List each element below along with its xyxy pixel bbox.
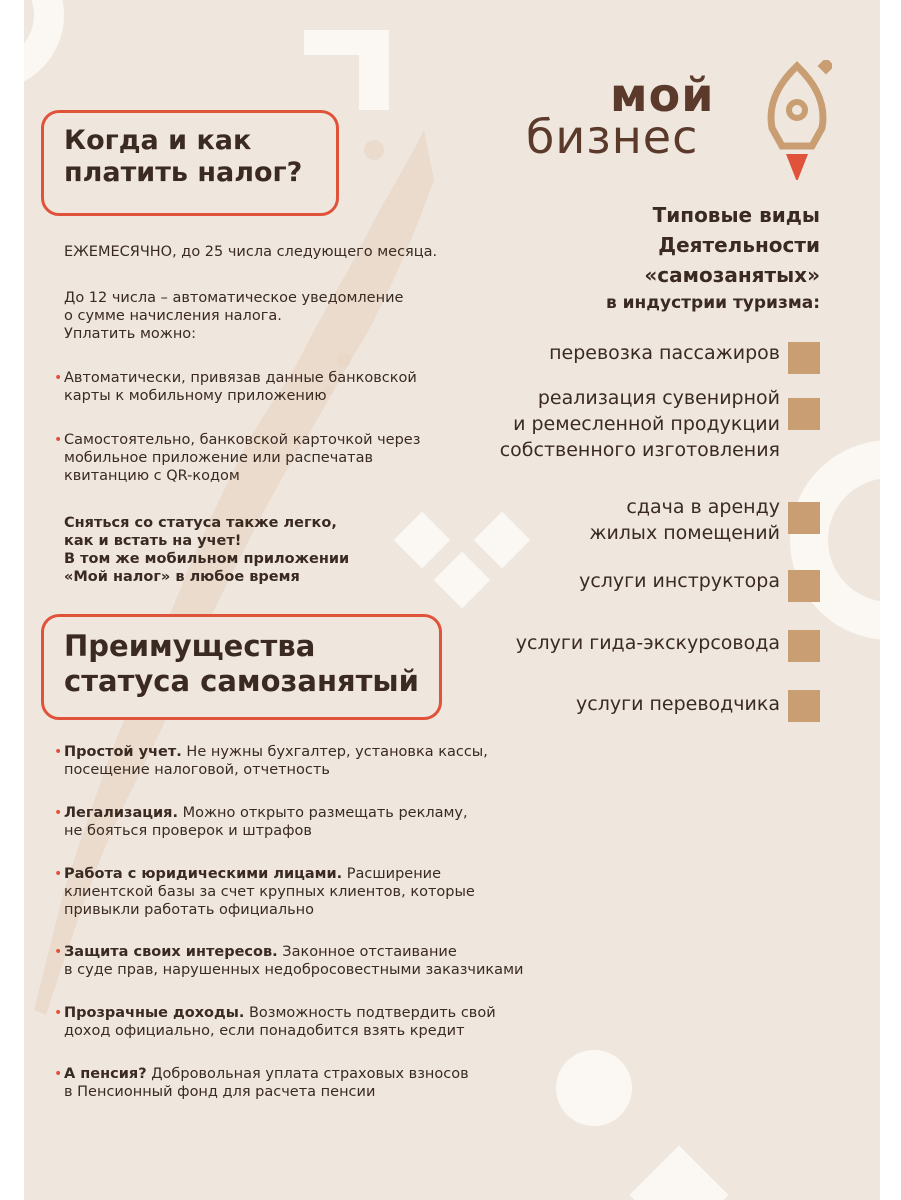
benefit-4-rest: Законное отстаивание <box>277 944 457 960</box>
benefit-1-line-2: посещение налоговой, отчетность <box>64 762 330 778</box>
tax-removal-text <box>64 514 349 586</box>
activity-item-2 <box>500 385 780 463</box>
rocket-icon <box>762 60 832 180</box>
benefit-item-1 <box>54 743 488 779</box>
bullet-marker: • <box>54 1066 63 1082</box>
activity-3-line-1: сдача в аренду <box>626 496 780 518</box>
tax-removal-line-1: Сняться со статуса также легко, <box>64 515 337 531</box>
activity-square-5 <box>788 630 820 662</box>
decor-circle-bottom <box>556 1050 632 1126</box>
tax-removal-line-3: В том же мобильном приложении <box>64 551 350 567</box>
bullet-marker: • <box>54 805 63 821</box>
benefit-6-line-2: в Пенсионный фонд для расчета пенсии <box>64 1084 376 1100</box>
tax-bullet-1-line-2: карты к мобильному приложению <box>64 388 327 404</box>
benefit-1-bold: Простой учет. <box>64 744 182 760</box>
bullet-marker: • <box>54 1005 63 1021</box>
tax-bullet-2-line-3: квитанцию с QR-кодом <box>64 468 240 484</box>
activity-6-line-1: услуги переводчика <box>576 693 780 715</box>
benefit-5-bold: Прозрачные доходы. <box>64 1005 245 1021</box>
activity-2-line-2: и ремесленной продукции <box>513 413 780 435</box>
activities-heading-line-1: Типовые виды <box>652 203 820 227</box>
tax-removal-line-2: как и встать на учет! <box>64 533 242 549</box>
activity-square-3 <box>788 502 820 534</box>
bullet-marker: • <box>54 866 63 882</box>
tax-title-line-2: платить налог? <box>64 157 303 189</box>
benefit-3-line-2: клиентской базы за счет крупных клиентов, которые <box>64 884 475 900</box>
benefits-title-line-2: статуса самозанятый <box>64 663 419 698</box>
logo-word-2: бизнес <box>526 110 699 164</box>
activity-square-1 <box>788 342 820 374</box>
activity-2-line-1: реализация сувенирной <box>537 387 780 409</box>
activity-1-line-1: перевозка пассажиров <box>549 342 780 364</box>
activity-square-6 <box>788 690 820 722</box>
activity-item-1 <box>549 340 780 366</box>
benefit-2-bold: Легализация. <box>64 805 178 821</box>
decor-triangle-bottom <box>630 1146 729 1200</box>
benefit-item-4 <box>54 943 524 979</box>
activity-item-6 <box>576 691 780 717</box>
decor-diamond-3 <box>474 512 531 569</box>
decor-ring-right <box>790 440 880 640</box>
benefit-3-bold: Работа с юридическими лицами. <box>64 866 343 882</box>
bullet-marker: • <box>54 744 63 760</box>
benefit-3-line-3: привыкли работать официально <box>64 902 315 918</box>
moy-biznes-logo <box>524 60 844 190</box>
tax-bullet-2-line-1: Самостоятельно, банковской карточкой через <box>64 432 421 448</box>
benefit-4-bold: Защита своих интересов. <box>64 944 278 960</box>
activity-square-4 <box>788 570 820 602</box>
benefit-6-bold: А пенсия? <box>64 1066 147 1082</box>
benefit-1-rest: Не нужны бухгалтер, установка кассы, <box>181 744 488 760</box>
activity-item-4 <box>579 568 780 594</box>
tax-removal-line-4: «Мой налог» в любое время <box>64 569 300 585</box>
benefit-3-rest: Расширение <box>342 866 442 882</box>
bullet-marker: • <box>54 370 63 386</box>
activities-heading-line-3: «самозанятых» <box>644 263 820 287</box>
tax-bullet-2 <box>54 431 421 485</box>
benefit-item-5 <box>54 1004 496 1040</box>
decor-ring-top-left <box>24 0 64 90</box>
tax-notice-text <box>64 289 403 343</box>
benefit-6-rest: Добровольная уплата страховых взносов <box>146 1066 469 1082</box>
tax-bullet-1-line-1: Автоматически, привязав данные банковской <box>64 370 417 386</box>
benefit-5-rest: Возможность подтвердить свой <box>244 1005 496 1021</box>
activity-4-line-1: услуги инструктора <box>579 570 780 592</box>
activity-2-line-3: собственного изготовления <box>499 439 780 461</box>
bullet-marker: • <box>54 432 63 448</box>
activity-item-5 <box>516 630 780 656</box>
benefit-item-6 <box>54 1065 469 1101</box>
tax-section-title <box>41 110 339 216</box>
activities-heading-line-4: в индустрии туризма: <box>605 293 820 313</box>
activities-heading-line-2: Деятельности <box>658 233 820 257</box>
benefit-2-line-2: не бояться проверок и штрафов <box>64 823 312 839</box>
tax-monthly-line: ЕЖЕМЕСЯЧНО, до 25 числа следующего месяца. <box>64 244 438 260</box>
benefits-section-title <box>41 614 442 720</box>
flyer-page <box>24 0 880 1200</box>
tax-bullet-1 <box>54 369 417 405</box>
activity-item-3 <box>589 494 780 546</box>
benefit-2-rest: Можно открыто размещать рекламу, <box>177 805 468 821</box>
activities-heading <box>606 200 820 316</box>
benefits-title-line-1: Преимущества <box>64 629 316 663</box>
tax-monthly-text <box>64 243 437 261</box>
bullet-marker: • <box>54 944 63 960</box>
activity-5-line-1: услуги гида-экскурсовода <box>515 632 780 654</box>
decor-corner-top-notch <box>304 55 359 110</box>
logo-word-1: мой <box>610 68 715 122</box>
activity-3-line-2: жилых помещений <box>589 522 780 544</box>
tax-title-line-1: Когда и как <box>64 125 252 156</box>
tax-notice-line-1: До 12 числа – автоматическое уведомление <box>64 290 404 306</box>
tax-bullet-2-line-2: мобильное приложение или распечатав <box>64 450 374 466</box>
benefit-item-3 <box>54 865 475 919</box>
activity-square-2 <box>788 398 820 430</box>
benefit-4-line-2: в суде прав, нарушенных недобросовестными заказчиками <box>64 962 524 978</box>
benefit-5-line-2: доход официально, если понадобится взять кредит <box>64 1023 465 1039</box>
tax-notice-line-2: о сумме начисления налога. <box>64 308 282 324</box>
tax-notice-line-3: Уплатить можно: <box>64 326 197 342</box>
benefit-item-2 <box>54 804 468 840</box>
